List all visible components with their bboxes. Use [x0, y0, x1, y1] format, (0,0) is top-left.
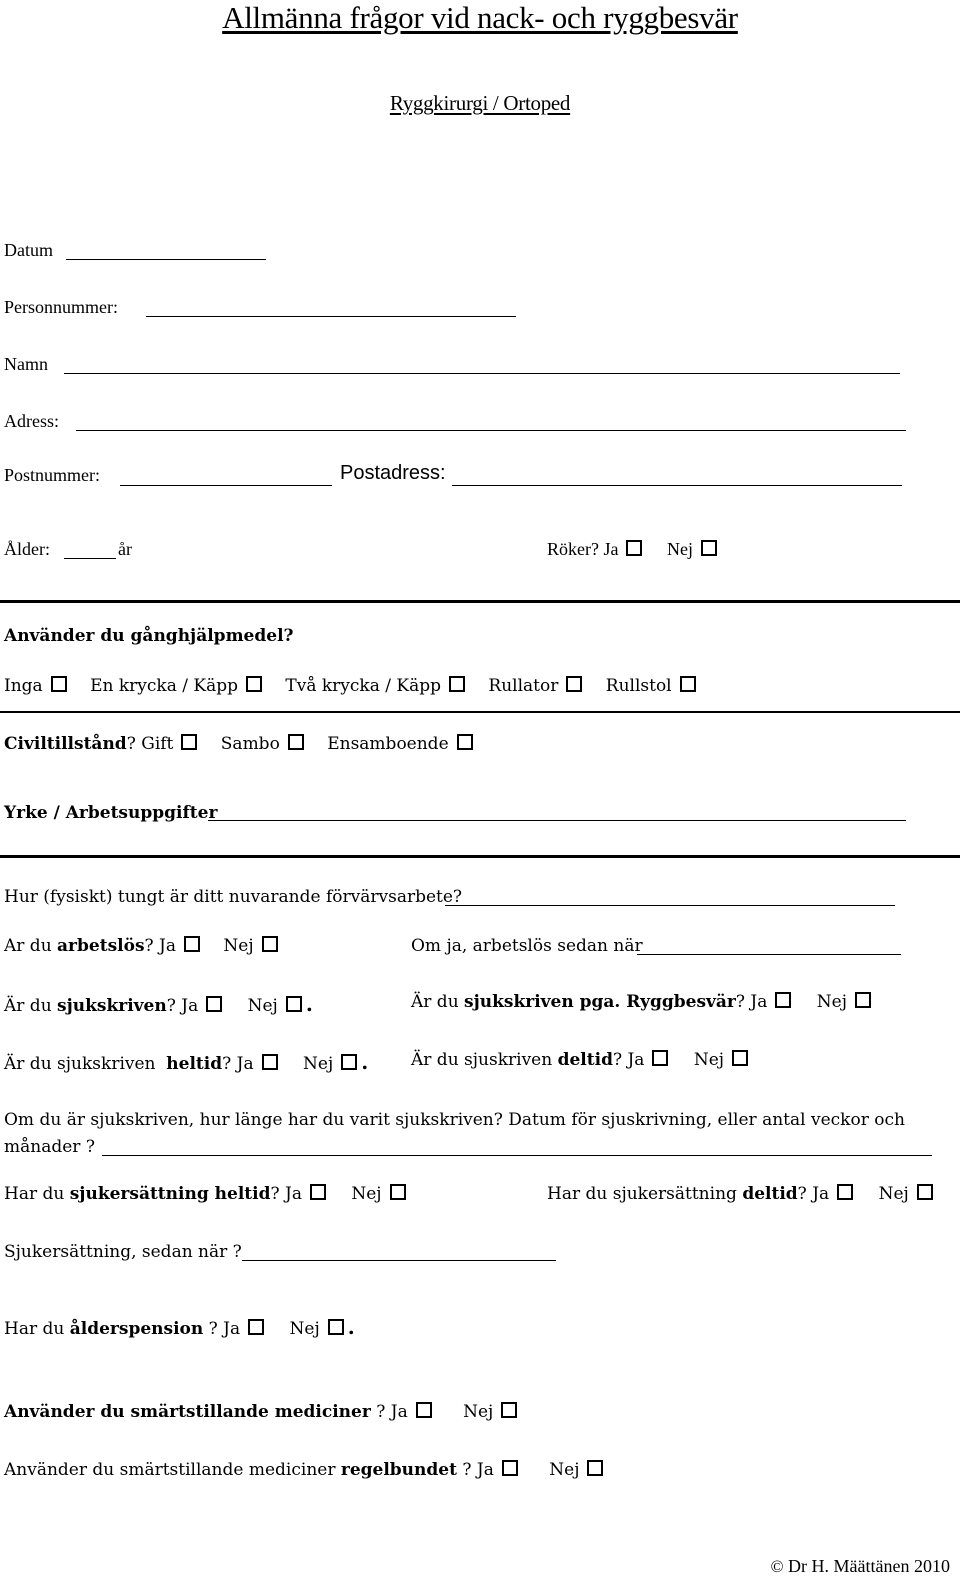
- ers-sedan-label: Sjukersättning, sedan när ?: [4, 1242, 242, 1262]
- pga-post: ?: [735, 992, 745, 1012]
- ers-deltid-ja-checkbox[interactable]: [837, 1184, 853, 1200]
- adress-field[interactable]: [76, 430, 906, 431]
- sjukskriven-pre: Är du: [4, 996, 58, 1016]
- med-reg-ja-checkbox[interactable]: [502, 1460, 518, 1476]
- med-reg-pre: Använder du smärtstillande mediciner: [4, 1460, 341, 1480]
- namn-label: Namn: [4, 354, 48, 374]
- gang-opt-tva-label: Två krycka / Käpp: [285, 676, 441, 696]
- pga-bold: sjukskriven pga. Ryggbesvär: [464, 992, 736, 1012]
- arbetslos-ja-label: Ja: [159, 936, 176, 956]
- arbetslos-ja-checkbox[interactable]: [184, 936, 200, 952]
- pension-row: [4, 1315, 355, 1339]
- alder-unit: år: [118, 539, 132, 559]
- med-ja-label: Ja: [390, 1402, 408, 1422]
- page-title: Allmänna frågor vid nack- och ryggbesvär: [222, 0, 738, 35]
- sjukskriven-nej-checkbox[interactable]: [286, 996, 302, 1012]
- pension-pre: Har du: [4, 1319, 70, 1339]
- civil-ensam-checkbox[interactable]: [457, 734, 473, 750]
- med-nej-label: Nej: [463, 1402, 494, 1422]
- civil-sambo-checkbox[interactable]: [288, 734, 304, 750]
- datum-label: Datum: [4, 240, 53, 260]
- pga-row: [411, 992, 875, 1012]
- ers-heltid-row: [4, 1184, 410, 1204]
- med-bold: Använder du smärtstillande mediciner: [4, 1402, 371, 1422]
- footer-author: Dr H. Määttänen 2010: [788, 1556, 950, 1576]
- pga-pre: Är du: [411, 992, 465, 1012]
- adress-label: Adress:: [4, 411, 59, 431]
- ers-heltid-nej-label: Nej: [351, 1184, 382, 1204]
- med-reg-nej-label: Nej: [549, 1460, 580, 1480]
- arbetslos-bold: arbetslös: [57, 936, 145, 956]
- gang-opt-rullator-checkbox[interactable]: [566, 676, 582, 692]
- ers-heltid-pre: Har du: [4, 1184, 70, 1204]
- hurlange-line2: månader ?: [4, 1137, 95, 1157]
- pension-ja-checkbox[interactable]: [248, 1319, 264, 1335]
- pension-post: ?: [203, 1319, 218, 1339]
- page-subtitle: Ryggkirurgi / Ortoped: [389, 91, 571, 115]
- civil-gift-checkbox[interactable]: [181, 734, 197, 750]
- pension-nej-label: Nej: [289, 1319, 320, 1339]
- civil-label: Civiltillstånd: [4, 734, 127, 754]
- heltid-row: [4, 1050, 368, 1074]
- sjukskriven-ja-checkbox[interactable]: [206, 996, 222, 1012]
- med-nej-checkbox[interactable]: [501, 1402, 517, 1418]
- personnummer-label: Personnummer:: [4, 297, 118, 317]
- ers-deltid-nej-checkbox[interactable]: [917, 1184, 933, 1200]
- pga-nej-label: Nej: [816, 992, 847, 1012]
- med-reg-ja-label: Ja: [476, 1460, 494, 1480]
- pga-nej-checkbox[interactable]: [855, 992, 871, 1008]
- ers-deltid-post: ?: [797, 1184, 807, 1204]
- gang-options: [4, 676, 700, 696]
- namn-field[interactable]: [64, 373, 900, 374]
- hurlange-field[interactable]: [102, 1155, 932, 1156]
- ers-deltid-pre: Har du sjukersättning: [547, 1184, 743, 1204]
- pension-dot: .: [347, 1315, 355, 1339]
- deltid-ja-checkbox[interactable]: [652, 1050, 668, 1066]
- heltid-nej-label: Nej: [303, 1054, 334, 1074]
- deltid-ja-label: Ja: [627, 1050, 645, 1070]
- postnummer-field[interactable]: [120, 485, 332, 486]
- roker-label: Röker?: [547, 539, 599, 559]
- tungt-label: Hur (fysiskt) tungt är ditt nuvarande förvärvsarbete?: [4, 887, 463, 907]
- ers-deltid-nej-label: Nej: [878, 1184, 909, 1204]
- section-divider: [0, 600, 960, 603]
- roker-nej-label: Nej: [666, 539, 693, 559]
- deltid-bold: deltid: [557, 1050, 613, 1070]
- sjukskriven-bold: sjukskriven: [57, 996, 167, 1016]
- postnummer-label: Postnummer:: [4, 465, 101, 485]
- civil-gift-label: Gift: [141, 734, 174, 754]
- copyright-icon: ©: [770, 1557, 784, 1576]
- civil-sambo-label: Sambo: [220, 734, 280, 754]
- arbetslos-nej-checkbox[interactable]: [262, 936, 278, 952]
- ers-sedan-field[interactable]: [242, 1260, 556, 1261]
- postadress-field[interactable]: [452, 485, 902, 486]
- ers-heltid-nej-checkbox[interactable]: [390, 1184, 406, 1200]
- heltid-ja-label: Ja: [236, 1054, 254, 1074]
- med-reg-bold: regelbundet: [340, 1460, 457, 1480]
- alder-field[interactable]: [64, 558, 116, 559]
- pension-ja-label: Ja: [223, 1319, 241, 1339]
- med-post: ?: [370, 1402, 386, 1422]
- roker-question: [547, 539, 721, 560]
- ers-heltid-ja-checkbox[interactable]: [310, 1184, 326, 1200]
- civil-row: [4, 734, 477, 754]
- gang-opt-rullator-label: Rullator: [488, 676, 559, 696]
- gang-question: Använder du gånghjälpmedel?: [4, 626, 294, 646]
- personnummer-field[interactable]: [146, 316, 516, 317]
- alder-label: Ålder:: [4, 539, 50, 559]
- arbetslos-sedan-field[interactable]: [637, 954, 901, 955]
- postadress-label: Postadress:: [340, 462, 446, 484]
- roker-ja-checkbox[interactable]: [626, 540, 642, 556]
- yrke-label: Yrke / Arbetsuppgifter: [4, 803, 218, 823]
- deltid-nej-checkbox[interactable]: [732, 1050, 748, 1066]
- heltid-pre: Är du sjukskriven: [4, 1054, 167, 1074]
- sjukskriven-post: ?: [166, 996, 176, 1016]
- deltid-nej-label: Nej: [693, 1050, 725, 1070]
- gang-opt-krycka-checkbox[interactable]: [246, 676, 262, 692]
- sjukskriven-dot: .: [305, 992, 313, 1016]
- pga-ja-label: Ja: [750, 992, 768, 1012]
- heltid-nej-checkbox[interactable]: [341, 1054, 357, 1070]
- ers-deltid-bold: deltid: [742, 1184, 798, 1204]
- heltid-post: ?: [222, 1054, 232, 1074]
- footer-credit: [771, 1556, 950, 1577]
- gang-opt-tva-checkbox[interactable]: [449, 676, 465, 692]
- heltid-ja-checkbox[interactable]: [262, 1054, 278, 1070]
- gang-opt-rullstol-label: Rullstol: [605, 676, 672, 696]
- hurlange-line1: Om du är sjukskriven, hur länge har du varit sjukskriven? Datum för sjuskrivning, eller antal veckor och: [4, 1110, 905, 1130]
- arbetslos-nej-label: Nej: [223, 936, 254, 956]
- section-divider: [0, 711, 960, 713]
- pga-ja-checkbox[interactable]: [775, 992, 791, 1008]
- yrke-field[interactable]: [208, 820, 906, 821]
- sjukskriven-row: [4, 992, 313, 1016]
- deltid-row: [411, 1050, 752, 1070]
- ers-heltid-ja-label: Ja: [285, 1184, 302, 1204]
- sjukskriven-nej-label: Nej: [247, 996, 278, 1016]
- pension-nej-checkbox[interactable]: [328, 1319, 344, 1335]
- gang-opt-rullstol-checkbox[interactable]: [680, 676, 696, 692]
- gang-opt-inga-label: Inga: [4, 676, 43, 696]
- tungt-field[interactable]: [445, 905, 895, 906]
- heltid-dot: .: [361, 1050, 369, 1074]
- pension-bold: ålderspension: [69, 1319, 204, 1339]
- ers-deltid-ja-label: Ja: [812, 1184, 830, 1204]
- ers-heltid-post: ?: [270, 1184, 280, 1204]
- med-row: [4, 1402, 521, 1422]
- civil-ensam-label: Ensamboende: [327, 734, 449, 754]
- deltid-pre: Är du sjuskriven: [411, 1050, 558, 1070]
- roker-nej-checkbox[interactable]: [701, 540, 717, 556]
- section-divider: [0, 855, 960, 858]
- arbetslos-post: ?: [144, 936, 154, 956]
- gang-opt-krycka-label: En krycka / Käpp: [90, 676, 238, 696]
- arbetslos-pre: Ar du: [4, 936, 58, 956]
- arbetslos-sedan-label: Om ja, arbetslös sedan när: [411, 936, 643, 956]
- med-ja-checkbox[interactable]: [416, 1402, 432, 1418]
- med-reg-post: ?: [456, 1460, 472, 1480]
- roker-ja-label: Ja: [603, 539, 619, 559]
- arbetslos-row: [4, 936, 282, 956]
- datum-field[interactable]: [66, 259, 266, 260]
- civil-qmark: ?: [126, 734, 136, 754]
- deltid-post: ?: [612, 1050, 623, 1070]
- gang-opt-inga-checkbox[interactable]: [51, 676, 67, 692]
- heltid-bold: heltid: [166, 1054, 223, 1074]
- ers-heltid-bold: sjukersättning heltid: [69, 1184, 271, 1204]
- sjukskriven-ja-label: Ja: [181, 996, 199, 1016]
- med-reg-nej-checkbox[interactable]: [587, 1460, 603, 1476]
- ers-deltid-row: [547, 1184, 937, 1204]
- med-reg-row: [4, 1460, 607, 1480]
